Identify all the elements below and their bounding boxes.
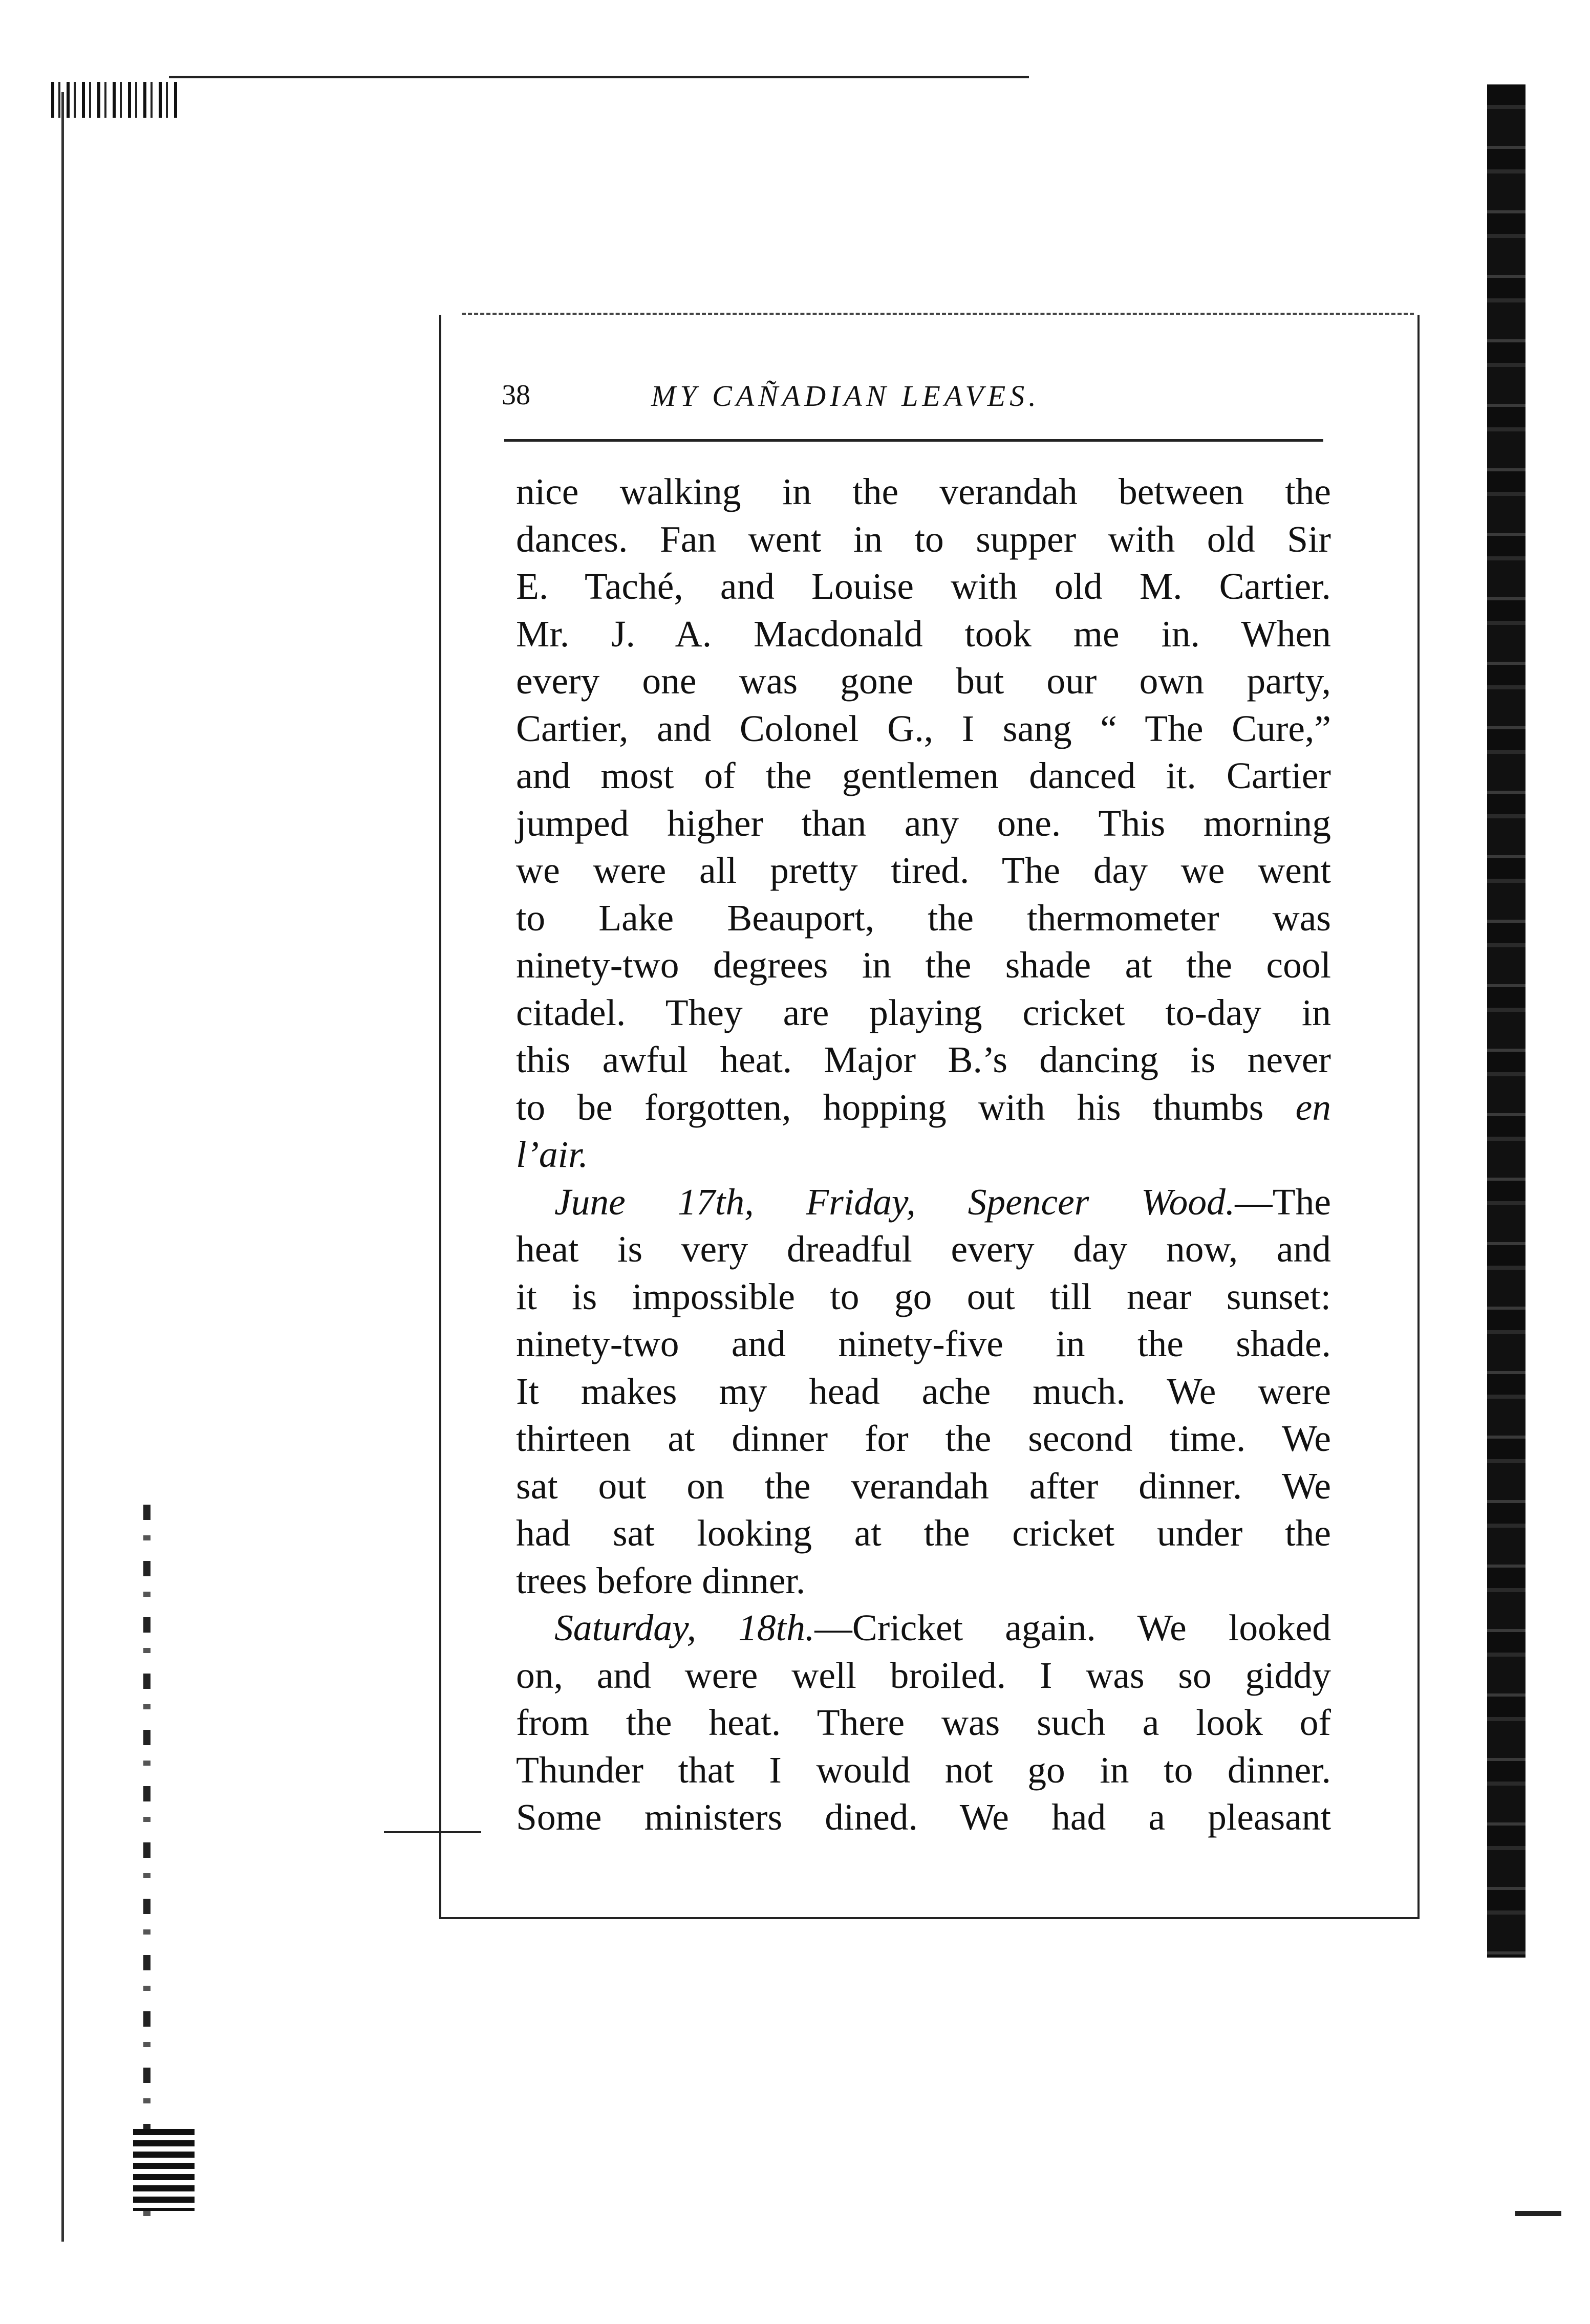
- text-line: nice walking in the verandah between the: [516, 471, 1331, 512]
- italic-phrase: l’air.: [516, 1134, 588, 1175]
- text-line: It makes my head ache much. We were: [516, 1370, 1331, 1412]
- text-line: to Lake Beauport, the thermometer was: [516, 897, 1331, 939]
- cut-mark: [384, 1831, 481, 1833]
- page-number: 38: [502, 379, 530, 411]
- entry-heading-line: Saturday, 18th.—Cricket again. We looked: [554, 1607, 1331, 1648]
- page-frame-top-edge: [462, 313, 1414, 315]
- text-line: had sat looking at the cricket under the: [516, 1512, 1331, 1554]
- text-line: Mr. J. A. Macdonald took me in. When: [516, 613, 1331, 655]
- scan-edge-line: [61, 92, 64, 2242]
- text-line: trees before dinner.: [516, 1559, 806, 1601]
- text-line: [516, 1131, 1331, 1179]
- scan-edge-artifact: [143, 1505, 151, 2221]
- header-rule: [504, 439, 1323, 442]
- text-line: every one was gone but our own party,: [516, 660, 1331, 702]
- text-line: thirteen at dinner for the second time. We: [516, 1418, 1331, 1459]
- entry-heading-line: June 17th, Friday, Spencer Wood.—The: [554, 1181, 1331, 1223]
- text-line: citadel. They are playing cricket to-day in: [516, 991, 1331, 1033]
- text-line: it is impossible to go out till near sunset:: [516, 1275, 1331, 1317]
- text-line: heat is very dreadful every day now, and: [516, 1228, 1331, 1270]
- italic-phrase: en: [1295, 1086, 1331, 1128]
- scan-edge-artifact: [51, 82, 179, 118]
- scan-top-rule: [169, 76, 1029, 78]
- scan-left-edge: [51, 72, 184, 2272]
- text-line: dances. Fan went in to supper with old Sir: [516, 518, 1331, 560]
- text-line: this awful heat. Major B.’s dancing is never: [516, 1039, 1331, 1080]
- text-line: E. Taché, and Louise with old M. Cartier.: [516, 566, 1331, 607]
- text-line: Thunder that I would not go in to dinner.: [516, 1749, 1331, 1791]
- text-line: ninety-two and ninety-five in the shade.: [516, 1323, 1331, 1364]
- body-text: [516, 468, 1331, 1841]
- text-line: from the heat. There was such a look of: [516, 1702, 1331, 1743]
- text-line: Cartier, and Colonel G., I sang “ The Cure,”: [516, 707, 1331, 749]
- text-line: we were all pretty tired. The day we went: [516, 850, 1331, 891]
- text-line: on, and were well broiled. I was so giddy: [516, 1654, 1331, 1696]
- scan-edge-artifact: [1515, 2211, 1561, 2216]
- text-line: to be forgotten, hopping with his thumbs en: [516, 1086, 1331, 1128]
- scan-right-edge: [1487, 84, 1525, 1958]
- text-line: Some ministers dined. We had a pleasant: [516, 1796, 1331, 1838]
- scan-edge-artifact: [133, 2129, 195, 2211]
- entry-date-heading: June 17th, Friday, Spencer Wood.: [554, 1181, 1235, 1223]
- text-line: and most of the gentlemen danced it. Cartier: [516, 755, 1331, 796]
- text-line: jumped higher than any one. This morning: [516, 802, 1331, 844]
- entry-date-heading: Saturday, 18th.: [554, 1607, 815, 1648]
- running-head: [502, 379, 1321, 420]
- text-line: sat out on the verandah after dinner. We: [516, 1465, 1331, 1507]
- running-title: MY CAÑADIAN LEAVES.: [651, 379, 1040, 412]
- text-line: ninety-two degrees in the shade at the cool: [516, 944, 1331, 986]
